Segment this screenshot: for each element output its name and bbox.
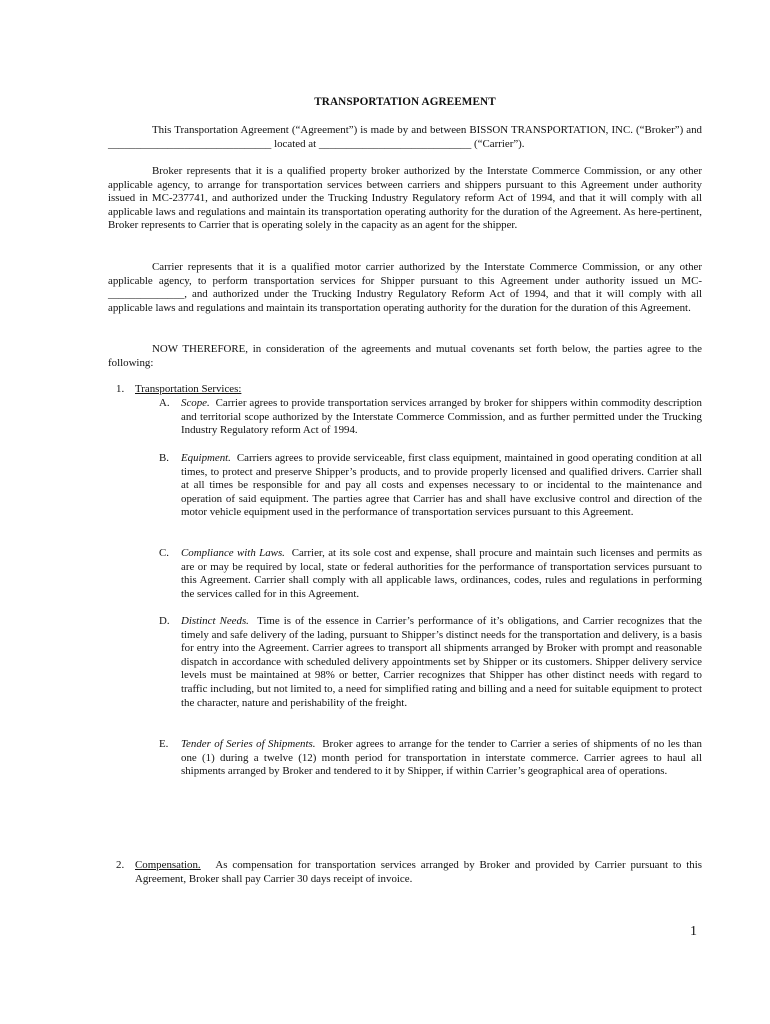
item-c-title: Compliance with Laws. <box>181 547 285 559</box>
now-therefore-text: NOW THEREFORE, in consideration of the agreements and mutual covenants set forth below, the parties agree to the following: <box>108 343 702 369</box>
carrier-representation-text: Carrier represents that it is a qualified motor carrier authorized by the Interstate Commerce Commission, or any other applicable agency, to perform transportation services for Shipper pursuant to this Agreement under authority issued un MC-______________, and authorized under the Trucking Industry Regulatory Reform Act of 1994, and that it will comply with all applicable laws and regulations and maintain its transportation operating authority for the duration for the duration of this Agreement. <box>108 261 702 314</box>
item-e-tender <box>181 738 702 779</box>
item-a-title: Scope. <box>181 397 210 409</box>
broker-representation-paragraph <box>108 165 702 233</box>
item-a-letter: A. <box>159 397 170 409</box>
item-d-text: Time is of the essence in Carrier’s performance of it’s obligations, and Carrier recognizes that the timely and safe delivery of the lading, pursuant to Shipper’s distinct needs for the transportation and delivery, is a basis for entry into the Agreement. Carrier agrees to transport all shipments arranged by Broker with prompt and reasonable dispatch in accordance with scheduled delivery appointments set by Shipper or its customers. Shipper delivery service levels must be maintained at 98% or better, Carrier recognizes that Shipper has other distinct needs with regard to traffic including, but not limited to, a need for simplified rating and billing and a need for suitable equipment to protect the character, nature and perishability of the freight. <box>181 615 702 709</box>
item-c-letter: C. <box>159 547 169 559</box>
document-title: TRANSPORTATION AGREEMENT <box>314 96 496 108</box>
page-number: 1 <box>690 924 697 939</box>
item-b-equipment <box>181 452 702 520</box>
intro-text: This Transportation Agreement (“Agreement”) is made by and between BISSON TRANSPORTATION, INC. (“Broker”) and ______________________________ located at ____________________________ (“Carrier”). <box>108 124 702 150</box>
item-c-text: Carrier, at its sole cost and expense, shall procure and maintain such licenses and permits as are or may be required by local, state or federal authorities for the performance of transportation services pursuant to this Agreement. Carrier shall comply with all applicable laws, ordinances, codes, rules and regulations in performing the services called for in this Agreement. <box>181 547 703 600</box>
section-2-text: As compensation for transportation services arranged by Broker and provided by Carrier pursuant to this Agreement, Broker shall pay Carrier 30 days receipt of invoice. <box>135 859 702 885</box>
item-e-title: Tender of Series of Shipments. <box>181 738 316 750</box>
item-d-distinct-needs <box>181 615 702 710</box>
item-e-text: Broker agrees to arrange for the tender to Carrier a series of shipments of no les than one (1) during a twelve (12) month period for transportation in interstate commerce. Carrier agrees to haul all shipments arranged by Broker and tendered to it by Shipper, if within Carrier’s geographical area of operations. <box>181 738 703 778</box>
section-1-number: 1. <box>116 383 125 395</box>
section-2-heading: Compensation. <box>135 859 201 871</box>
item-e-letter: E. <box>159 738 169 750</box>
item-a-scope <box>181 397 702 438</box>
section-2-number: 2. <box>116 859 125 871</box>
now-therefore-paragraph <box>108 343 702 370</box>
item-d-title: Distinct Needs. <box>181 615 249 627</box>
item-b-letter: B. <box>159 452 169 464</box>
section-1-heading: Transportation Services: <box>135 383 242 395</box>
broker-representation-text: Broker represents that it is a qualified property broker authorized by the Interstate Commerce Commission, or any other applicable agency, to arrange for transportation services between carriers and shippers pursuant to this Agreement under authority issued in MC-237741, and authorized under the Trucking Industry Regulatory reform Act of 1994, and that it will comply with all applicable laws and regulations and maintain its transportation operating authority for the duration of the Agreement. As here-pertinent, Broker represents to Carrier that is operating solely in the capacity as an agent for the shipper. <box>108 165 702 232</box>
item-a-text: Carrier agrees to provide transportation services arranged by broker for shippers within commodity description and territorial scope authorized by the Interstate Commerce Commission, and as further permitted under the Trucking Industry Regulatory reform Act of 1994. <box>181 397 702 437</box>
section-2-compensation <box>135 859 702 886</box>
intro-paragraph <box>108 124 702 151</box>
carrier-representation-paragraph <box>108 261 702 315</box>
item-b-title: Equipment. <box>181 452 231 464</box>
item-d-letter: D. <box>159 615 170 627</box>
item-c-compliance <box>181 547 702 601</box>
item-b-text: Carriers agrees to provide serviceable, first class equipment, maintained in good operating condition at all times, to protect and preserve Shipper’s products, and to provide properly licensed and qualified drivers. Carrier shall at all times be responsible for and pay all costs and expenses necessary to or incidental to the maintenance and operation of said equipment. The parties agree that Carrier has and shall have exclusive control and direction of the motor vehicle equipment used in the performance of transportation services pursuant to this Agreement. <box>181 452 702 519</box>
